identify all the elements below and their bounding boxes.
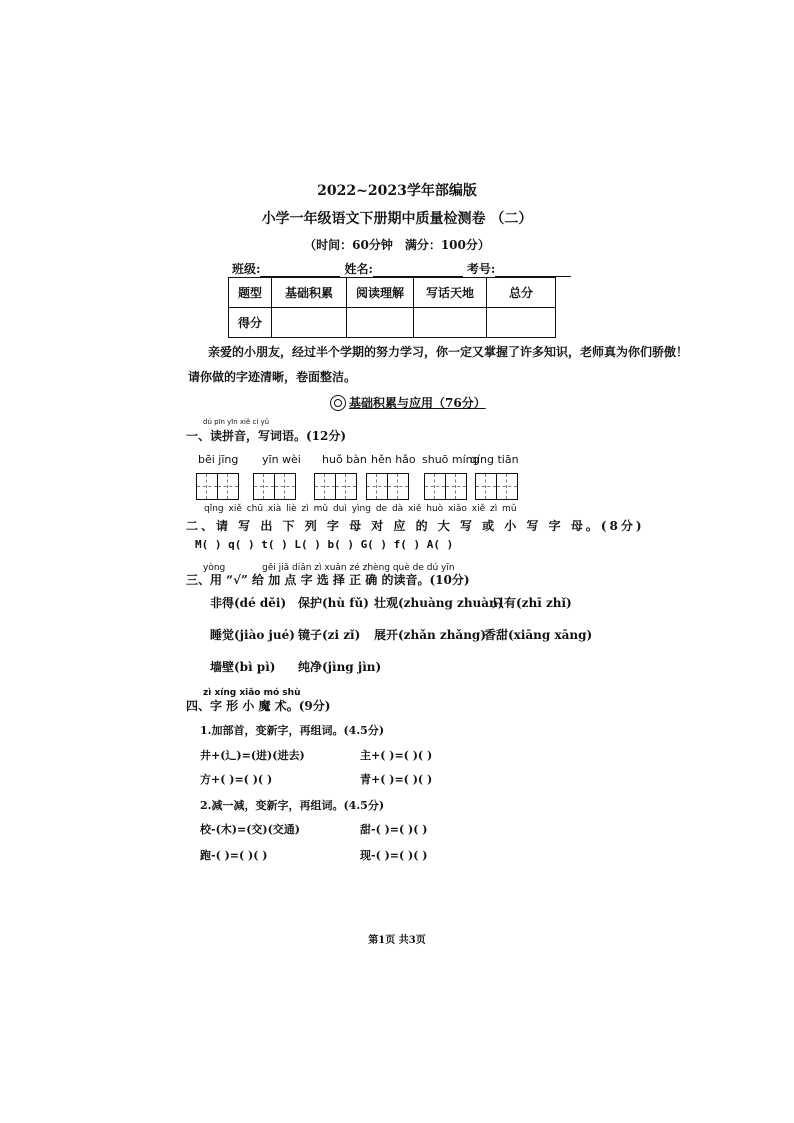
time-info: （时间：60分钟 满分：100分） bbox=[304, 238, 490, 252]
q4-sub2-title: 2.减一减，变新字，再组词。(4.5分) bbox=[200, 799, 385, 812]
score-row-label: 得分 bbox=[229, 308, 272, 338]
page-footer: 第1页 共3页 bbox=[368, 935, 426, 946]
score-cell-reading[interactable] bbox=[347, 308, 414, 338]
q1-word-pinyin-4: hěn hǎo bbox=[371, 453, 416, 466]
q1-word-pinyin-2: yīn wèi bbox=[262, 453, 301, 466]
q4-pinyin-hint: zì xíng xiǎo mó shù bbox=[203, 688, 301, 698]
q3-title: 三、用 “√” 给 加 点 字 选 择 正 确 的读音。(10分) bbox=[186, 573, 470, 587]
q3-item[interactable]: 壮观(zhuàng zhuàn) bbox=[374, 596, 504, 610]
score-table bbox=[228, 277, 556, 338]
score-col-reading: 阅读理解 bbox=[347, 278, 414, 308]
name-label: 姓名: bbox=[344, 262, 373, 276]
q3-item[interactable]: 纯净(jìng jìn) bbox=[298, 660, 382, 674]
q4-sub1-blank[interactable]: 方+( )=( )( ) bbox=[200, 773, 273, 786]
q1-word-pinyin-6: qíng tiān bbox=[470, 453, 519, 466]
answer-grid-3[interactable] bbox=[314, 473, 356, 498]
score-table-row bbox=[229, 308, 556, 338]
class-field[interactable] bbox=[260, 264, 340, 277]
q4-sub1-blank[interactable]: 主+( )=( )( ) bbox=[360, 749, 433, 762]
exam-number-label: 考号: bbox=[466, 262, 496, 276]
answer-grid-4[interactable] bbox=[366, 473, 408, 498]
answer-grid-6[interactable] bbox=[475, 473, 517, 498]
class-label: 班级: bbox=[232, 262, 261, 276]
score-cell-total[interactable] bbox=[487, 308, 556, 338]
q3-item[interactable]: 保护(hù fǔ) bbox=[298, 596, 369, 610]
name-field[interactable] bbox=[373, 264, 463, 277]
q3-pinyin-a: yòng bbox=[203, 563, 226, 573]
q3-pinyin-b: gěi jiā diǎn zì xuǎn zé zhèng què de dú yīn bbox=[262, 563, 455, 573]
score-col-type: 题型 bbox=[229, 278, 272, 308]
q4-sub1-title: 1.加部首，变新字，再组词。(4.5分) bbox=[200, 724, 385, 737]
score-table-header bbox=[229, 278, 556, 308]
section-title: 基础积累与应用（76分） bbox=[349, 396, 486, 410]
q3-item[interactable]: 香甜(xiāng xāng) bbox=[484, 628, 593, 642]
section-heading bbox=[330, 394, 486, 411]
q2-pinyin-hint: qǐng xiě chū xià liè zì mǔ duì yìng de dà xiě huò xiǎo xiě zì mǔ bbox=[204, 504, 517, 514]
q1-pinyin-hint: dú pīn yīn xiě cí yǔ bbox=[203, 418, 270, 426]
score-cell-writing[interactable] bbox=[414, 308, 487, 338]
q2-letter-blanks[interactable]: M( ) q( ) t( ) L( ) b( ) G( ) f( ) A( ) bbox=[195, 538, 454, 551]
student-info-row bbox=[232, 260, 571, 277]
score-col-writing: 写话天地 bbox=[414, 278, 487, 308]
q2-title: 二、请 写 出 下 列 字 母 对 应 的 大 写 或 小 写 字 母。(8分) bbox=[186, 519, 645, 533]
q3-item[interactable]: 非得(dé děi) bbox=[210, 596, 287, 610]
q1-word-pinyin-1: bēi jīng bbox=[198, 453, 239, 466]
q4-sub2-example: 校-(木)=(交)(交通) bbox=[200, 823, 301, 836]
section-badge-icon bbox=[330, 395, 346, 411]
intro-line-1: 亲爱的小朋友，经过半个学期的努力学习，你一定又掌握了许多知识，老师真为你们骄傲！ bbox=[208, 345, 689, 359]
answer-grid-1[interactable] bbox=[196, 473, 238, 498]
q3-item[interactable]: 只有(zhī zhǐ) bbox=[492, 596, 572, 610]
q1-word-pinyin-3: huǒ bàn bbox=[322, 453, 367, 466]
answer-grid-5[interactable] bbox=[424, 473, 466, 498]
q4-sub2-blank[interactable]: 跑-( )=( )( ) bbox=[200, 849, 268, 862]
q4-sub1-example: 井+(辶)=(进)(进去) bbox=[200, 749, 305, 762]
q4-sub2-blank[interactable]: 甜-( )=( )( ) bbox=[360, 823, 428, 836]
q3-item[interactable]: 睡觉(jiào jué) bbox=[210, 628, 295, 642]
q1-word-pinyin-5: shuō míng bbox=[422, 453, 480, 466]
score-col-total: 总分 bbox=[487, 278, 556, 308]
answer-grid-2[interactable] bbox=[253, 473, 295, 498]
q3-item[interactable]: 镜子(zi zǐ) bbox=[298, 628, 361, 642]
q4-title: 四、字 形 小 魔 术。(9分) bbox=[186, 699, 331, 713]
exam-number-field[interactable] bbox=[495, 264, 571, 277]
exam-title: 小学一年级语文下册期中质量检测卷 （二） bbox=[261, 211, 533, 227]
intro-line-2: 请你做的字迹清晰，卷面整洁。 bbox=[188, 370, 357, 384]
q3-item[interactable]: 墙壁(bì pì) bbox=[210, 660, 276, 674]
exam-title-year: 2022~2023学年部编版 bbox=[317, 183, 477, 199]
q3-item[interactable]: 展开(zhǎn zhǎng) bbox=[374, 628, 487, 642]
score-col-basics: 基础积累 bbox=[272, 278, 347, 308]
q4-sub2-blank[interactable]: 现-( )=( )( ) bbox=[360, 849, 428, 862]
q4-sub1-blank[interactable]: 青+( )=( )( ) bbox=[360, 773, 433, 786]
score-cell-basics[interactable] bbox=[272, 308, 347, 338]
q1-title: 一、读拼音，写词语。(12分) bbox=[186, 429, 347, 443]
